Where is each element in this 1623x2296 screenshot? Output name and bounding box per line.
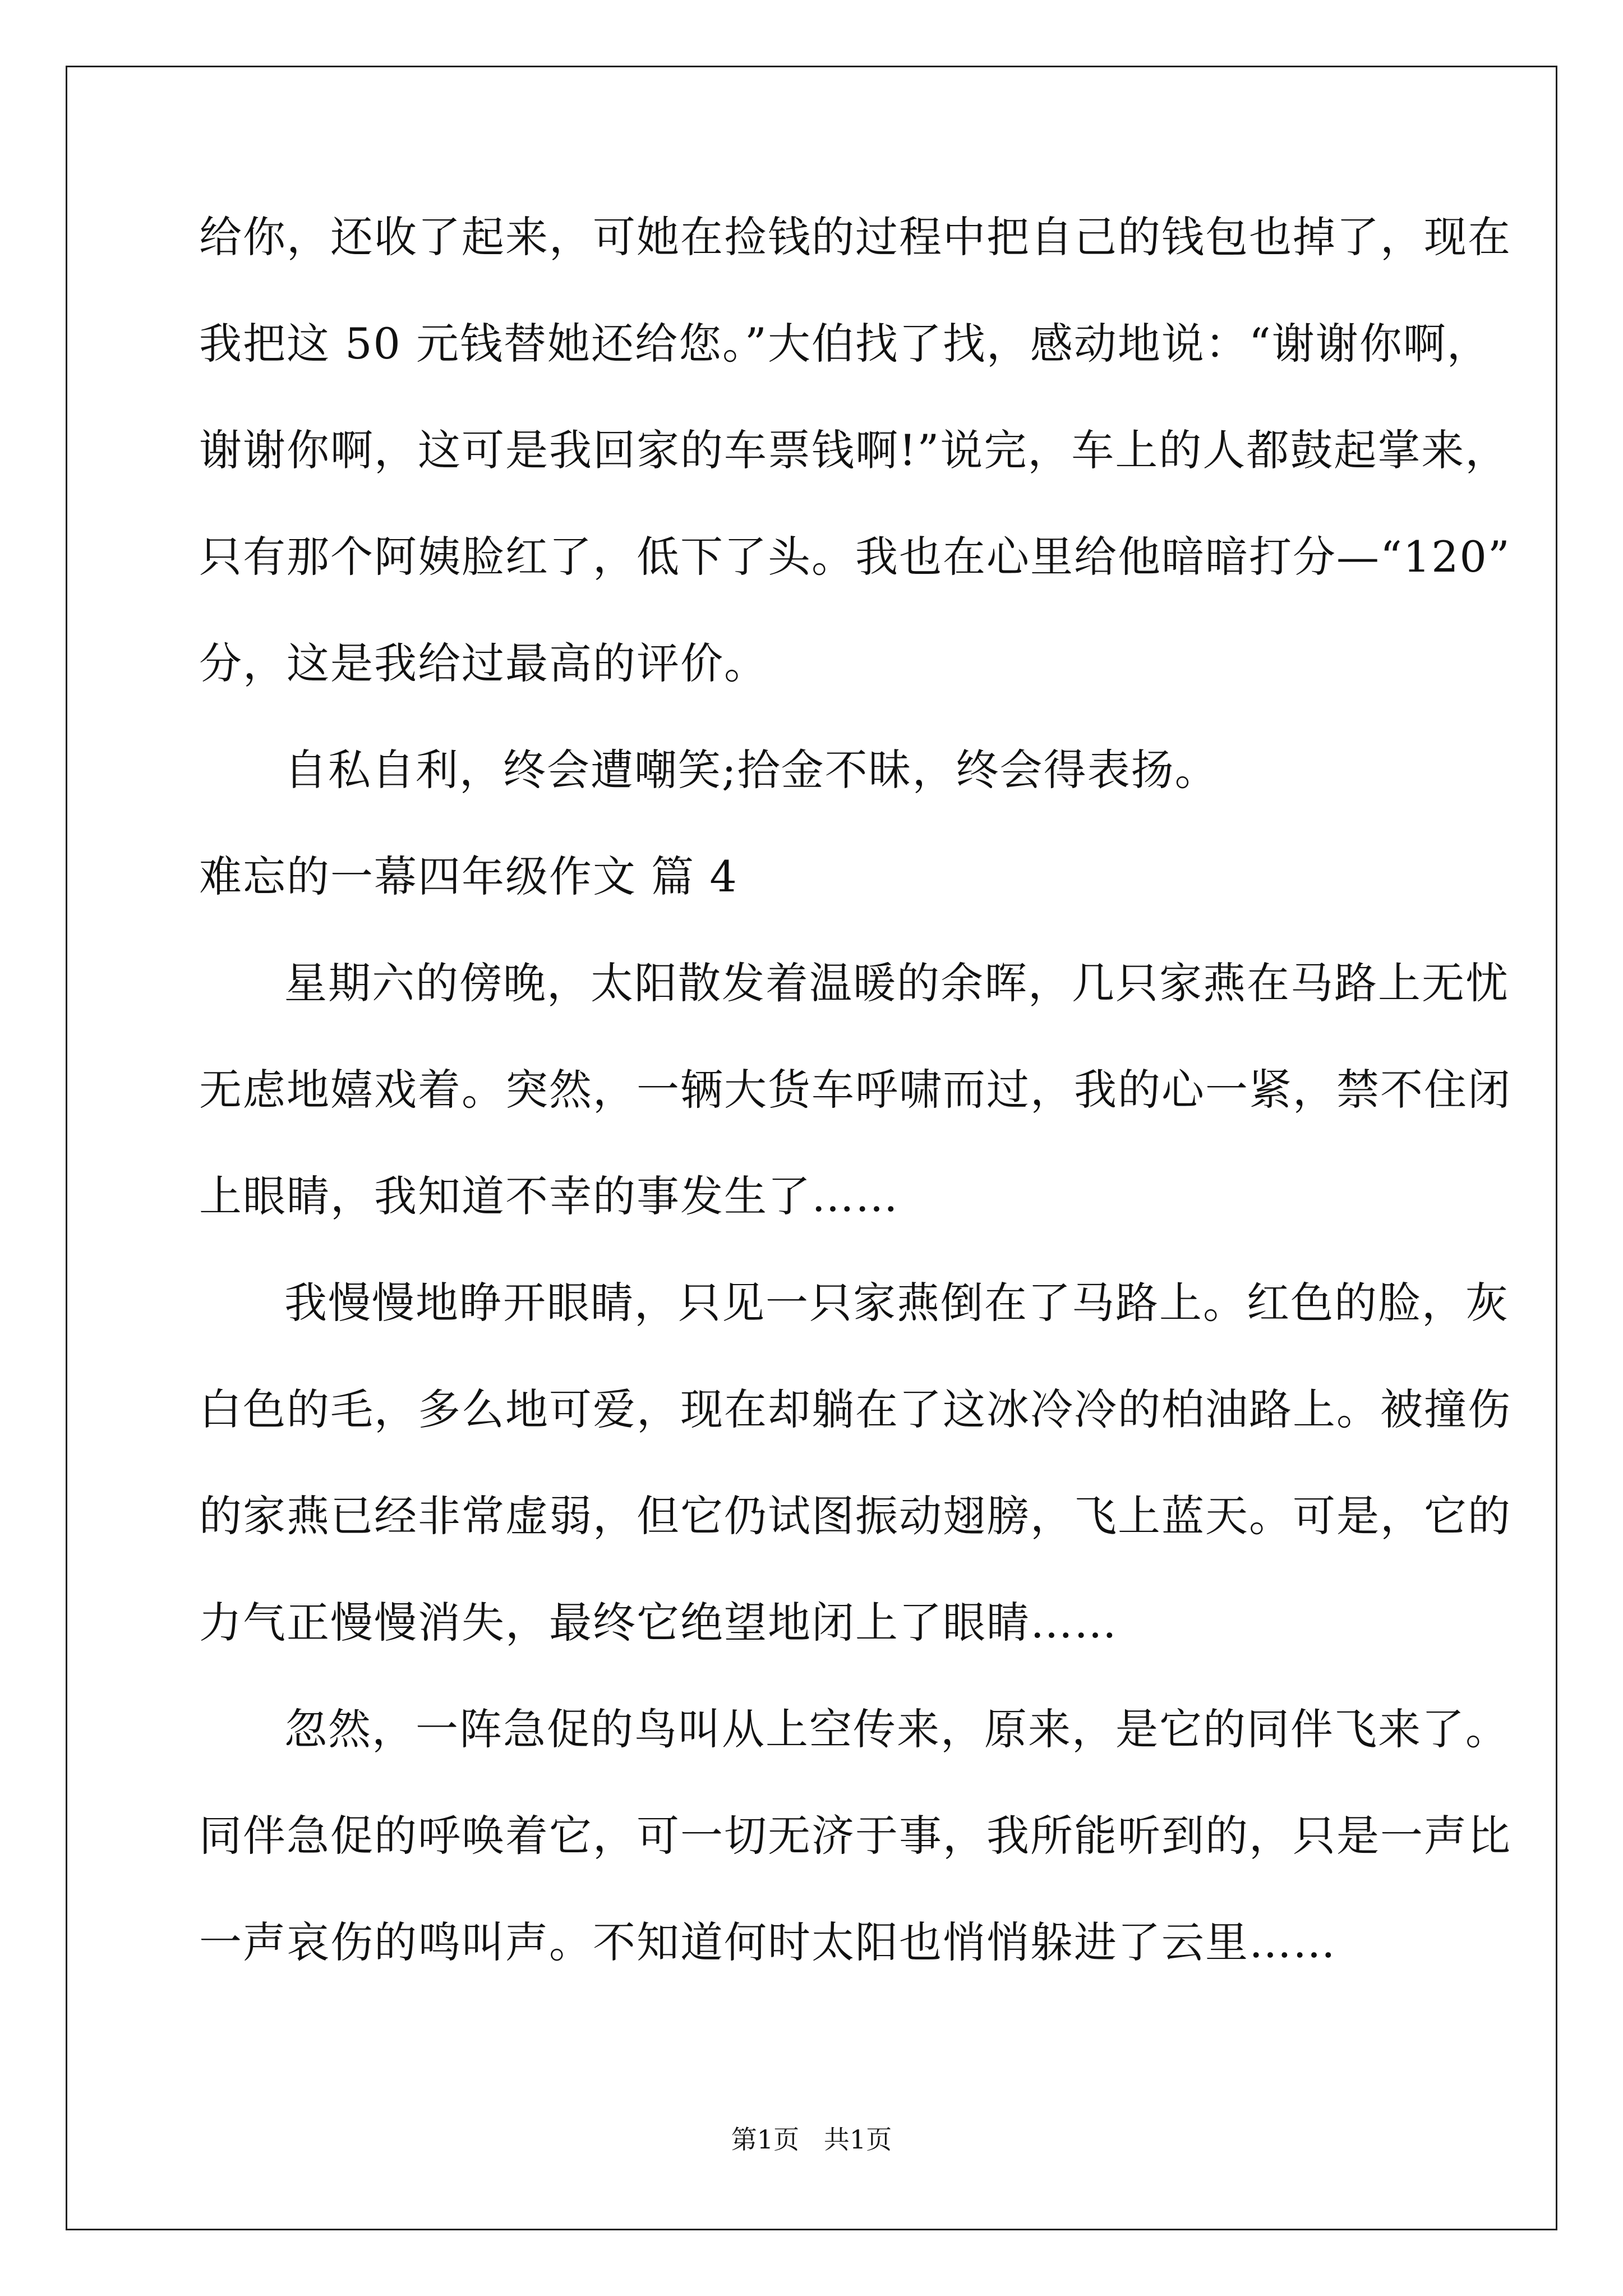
text-line: 无虑地嬉戏着。突然，一辆大货车呼啸而过，我的心一紧，禁不住闭: [199, 1065, 1511, 1115]
paragraph-first-line: 忽然，一阵急促的鸟叫从上空传来，原来，是它的同伴飞来了。: [284, 1704, 1509, 1754]
text-line: 我把这 50 元钱替她还给您。”大伯找了找，感动地说：“谢谢你啊，: [199, 319, 1491, 369]
page-footer: 第1页 共1页: [731, 2124, 892, 2155]
paragraph-first-line: 我慢慢地睁开眼睛，只见一只家燕倒在了马路上。红色的脸，灰: [284, 1278, 1509, 1328]
paragraph-first-line: 自私自利，终会遭嘲笑;拾金不昧，终会得表扬。: [284, 745, 1219, 795]
text-line: 上眼睛，我知道不幸的事发生了……: [199, 1171, 899, 1221]
text-line: 给你，还收了起来，可她在捡钱的过程中把自己的钱包也掉了，现在: [199, 212, 1511, 262]
text-line: 白色的毛，多么地可爱，现在却躺在了这冰冷冷的柏油路上。被撞伤: [199, 1384, 1511, 1434]
text-line: 分，这是我给过最高的评价。: [199, 638, 768, 688]
paragraph-first-line: 星期六的傍晚，太阳散发着温暖的余晖，几只家燕在马路上无忧: [284, 958, 1509, 1008]
section-heading: 难忘的一幕四年级作文 篇 4: [199, 852, 738, 901]
page-border: [66, 66, 1557, 2230]
text-line: 力气正慢慢消失，最终它绝望地闭上了眼睛……: [199, 1598, 1118, 1648]
text-line: 一声哀伤的鸣叫声。不知道何时太阳也悄悄躲进了云里……: [199, 1917, 1336, 1967]
text-line: 同伴急促的呼唤着它，可一切无济于事，我所能听到的，只是一声比: [199, 1811, 1511, 1861]
text-line: 只有那个阿姨脸红了，低下了头。我也在心里给他暗暗打分—“120”: [199, 532, 1511, 582]
text-line: 的家燕已经非常虚弱，但它仍试图振动翅膀，飞上蓝天。可是，它的: [199, 1491, 1511, 1541]
text-line: 谢谢你啊，这可是我回家的车票钱啊!”说完，车上的人都鼓起掌来，: [199, 425, 1509, 475]
